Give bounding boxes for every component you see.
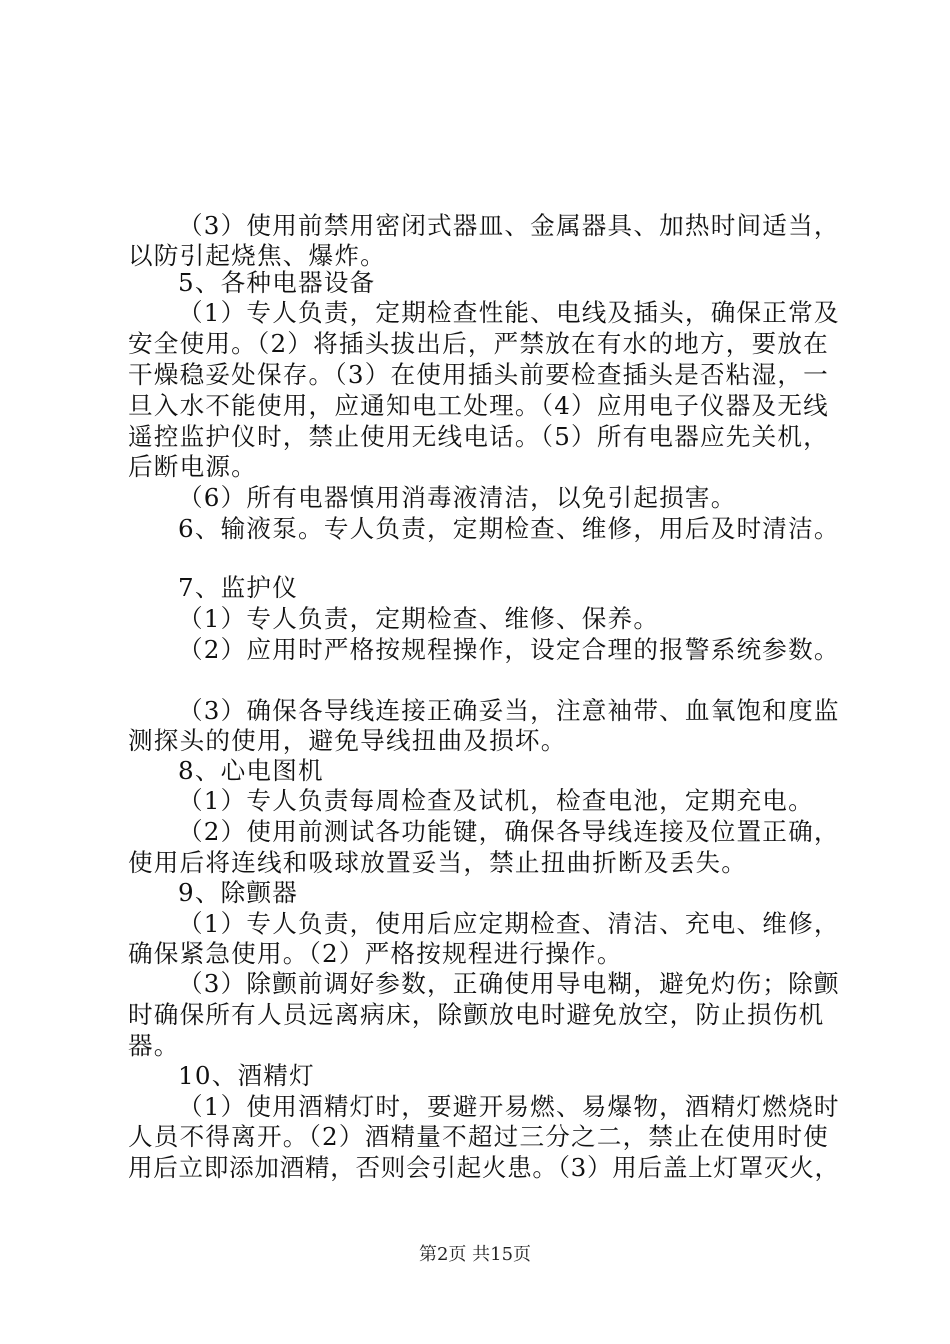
text-line: 确保紧急使用。（2）严格按规程进行操作。 [128, 939, 623, 968]
text-line: （3）确保各导线连接正确妥当，注意袖带、血氧饱和度监 [178, 696, 840, 725]
text-line: 遥控监护仪时，禁止使用无线电话。（5）所有电器应先关机， [128, 422, 829, 451]
text-line: （3）除颤前调好参数，正确使用导电糊，避免灼伤；除颤 [178, 969, 840, 998]
text-line: （2）应用时严格按规程操作，设定合理的报警系统参数。 [178, 635, 840, 664]
text-line: 测探头的使用，避免导线扭曲及损坏。 [128, 726, 567, 755]
section-heading: 9、除颤器 [178, 878, 299, 907]
section-heading: 6、输液泵。专人负责，定期检查、维修，用后及时清洁。 [178, 514, 840, 543]
text-line: 以防引起烧焦、爆炸。 [128, 241, 386, 270]
section-heading: 5、各种电器设备 [178, 268, 376, 297]
text-line: 时确保所有人员远离病床，除颤放电时避免放空，防止损伤机 [128, 1000, 825, 1029]
text-line: （3）使用前禁用密闭式器皿、金属器具、加热时间适当， [178, 211, 840, 240]
text-line: 使用后将连线和吸球放置妥当，禁止扭曲折断及丢失。 [128, 848, 748, 877]
text-line: 干燥稳妥处保存。（3）在使用插头前要检查插头是否粘湿，一 [128, 360, 829, 389]
text-line: （1）使用酒精灯时，要避开易燃、易爆物，酒精灯燃烧时 [178, 1092, 840, 1121]
text-line: （6）所有电器慎用消毒液清洁，以免引起损害。 [178, 483, 737, 512]
section-heading: 7、监护仪 [178, 573, 299, 602]
page-number-footer: 第2页 共15页 [418, 1244, 532, 1265]
section-heading: 8、心电图机 [178, 756, 324, 785]
text-line: 器。 [128, 1031, 180, 1060]
text-line: 安全使用。（2）将插头拔出后，严禁放在有水的地方，要放在 [128, 329, 829, 358]
section-heading: 10、酒精灯 [178, 1061, 315, 1090]
text-line: （1）专人负责，使用后应定期检查、清洁、充电、维修， [178, 909, 840, 938]
text-line: 人员不得离开。（2）酒精量不超过三分之二，禁止在使用时使 [128, 1122, 829, 1151]
text-line: 后断电源。 [128, 452, 257, 481]
text-line: （2）使用前测试各功能键，确保各导线连接及位置正确， [178, 817, 840, 846]
text-line: （1）专人负责，定期检查、维修、保养。 [178, 604, 660, 633]
text-line: 用后立即添加酒精，否则会引起火患。（3）用后盖上灯罩灭火， [128, 1153, 840, 1182]
text-line: （1）专人负责，定期检查性能、电线及插头，确保正常及 [178, 298, 840, 327]
text-line: （1）专人负责每周检查及试机，检查电池，定期充电。 [178, 786, 814, 815]
text-line: 旦入水不能使用，应通知电工处理。（4）应用电子仪器及无线 [128, 391, 829, 420]
